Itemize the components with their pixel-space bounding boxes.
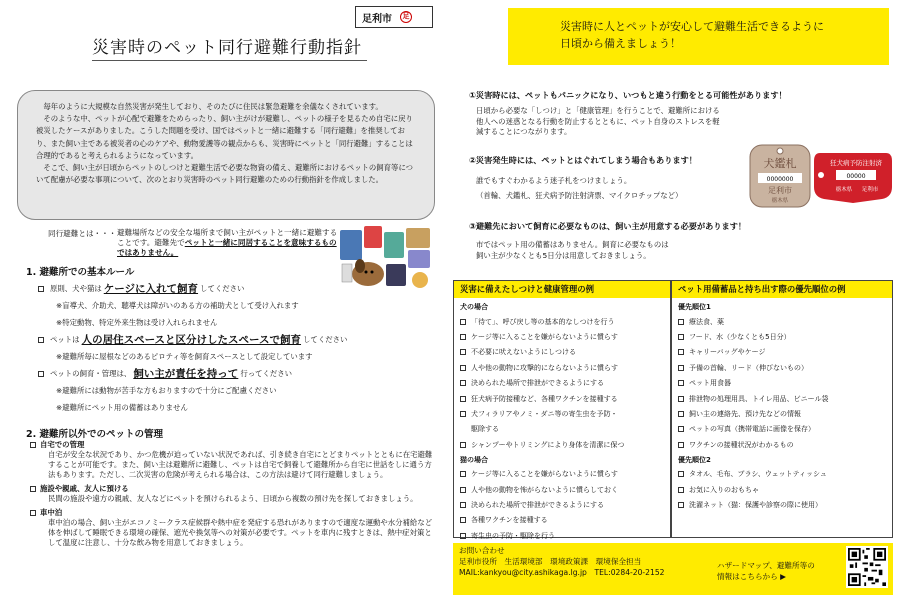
item-text: タオル、毛布、ブラシ、ウェットティッシュ (689, 470, 827, 479)
item-text: フード、水（少なくとも5日分） (689, 333, 791, 342)
list-item (678, 437, 886, 452)
list-item (460, 360, 664, 375)
checkbox-icon (460, 349, 466, 355)
item-text: 決められた場所で排泄ができるようにする (471, 379, 604, 388)
body-line: （首輪、犬鑑札、狂犬病予防注射済票、マイクロチップなど） (476, 191, 683, 200)
tag-city: 足利市 (768, 186, 792, 195)
item-text: 「待て」、呼び戻し等の基本的なしつけを行う (471, 317, 615, 326)
tag-title: 犬鑑札 (763, 157, 797, 170)
point-1-heading: ①災害時には、ペットもパニックになり、いつもと違う行動をとる可能性があります！ (469, 90, 787, 100)
section1-heading: 1. 避難所での基本ルール (26, 267, 135, 278)
item-text: 療法食、薬 (689, 317, 724, 326)
item-text: 犬フィラリアやノミ・ダニ等の寄生虫を予防・ (471, 410, 618, 419)
arrow-right-icon: ▶ (780, 572, 787, 581)
tag-number: 0000000 (766, 176, 794, 183)
intro-paragraph: 毎年のように大規模な自然災害が発生しており、そのたびに住民は緊急避難を余儀なくされています。 (43, 102, 383, 111)
rule-emphasis: ケージに入れて飼育 (103, 283, 199, 295)
list-item (460, 497, 664, 512)
intro-box (17, 90, 435, 220)
intro-paragraph: そのような中、ペットが心配で避難をためらったり、飼い主がけが避難し、ペットの様子を見るため自宅に戻り被災したケースがありました。こうした問題を受け、国ではペットと一緒に避難する「同行避難」を推奨しており、また飼い主である被災者の心のケアや、動物愛護等の観点からも、災害時にペットと「同行避難」することは合理的であると考えられるようになっています。 (36, 114, 413, 160)
checkbox-icon (678, 380, 684, 386)
city-emblem-icon: 足 (400, 11, 412, 23)
checkbox-icon (30, 442, 36, 448)
pet-supplies-panel (671, 280, 893, 538)
basic-rules-list (34, 280, 434, 416)
checkbox-icon (678, 442, 684, 448)
item-text: 排泄物の処理用具、トイレ用品、ビニール袋 (689, 394, 829, 403)
option-title-text: 自宅での管理 (40, 440, 85, 449)
body-line: 誰でもすぐわかるよう迷子札をつけましょう。 (476, 176, 632, 185)
rule-note: ※避難所毎に屋根などのあるピロティ等を飼育スペースとして設定しています (56, 352, 313, 361)
body-line: 減することにつながります。 (476, 127, 572, 136)
option-title-text: 施設や親戚、友人に預ける (40, 484, 129, 493)
list-item (678, 376, 886, 391)
list-item (678, 314, 886, 329)
list-item (678, 391, 886, 406)
item-text: 決められた場所で排泄ができるようにする (471, 500, 604, 509)
tag-number: 00000 (846, 173, 866, 180)
list-item (678, 497, 886, 512)
list-item (460, 528, 664, 543)
item-text: ケージ等に入ることを嫌がらないように慣らす (471, 333, 618, 342)
list-item (460, 391, 664, 406)
item-text: 飼い主の連絡先、預け先などの情報 (689, 410, 801, 419)
banner-line: 災害時に人とペットが安心して避難生活できるように (560, 20, 824, 33)
checkbox-icon (460, 471, 466, 477)
definition-label: 同行避難とは・・・ (48, 229, 117, 238)
panel-header: ペット用備蓄品と持ち出す際の優先順位の例 (672, 281, 892, 298)
list-item (460, 437, 664, 452)
checkbox-icon (678, 349, 684, 355)
section2-heading: 2. 避難所以外でのペットの管理 (26, 429, 164, 440)
checkbox-icon (38, 286, 44, 292)
rule-emphasis: 人の居住スペースと区分けしたスペースで飼育 (81, 334, 302, 346)
rule-note: ※盲導犬、介助犬、聴導犬は障がいのある方の補助犬として受け入れます (56, 301, 299, 310)
item-text: 寄生虫の予防・駆除を行う (471, 531, 555, 540)
rule-note: ※避難所にペット用の備蓄はありません (56, 403, 188, 412)
management-option-title (30, 508, 434, 518)
rule-item (34, 280, 434, 297)
point-3-body (476, 239, 746, 261)
rule-text: してください (200, 284, 245, 293)
management-option-text: 車中泊の場合、飼い主がエコノミークラス症候群や熱中症を発症する恐れがありますので適度な運動や水分補給など体を伸ばして睡眠できる環境の確保、遮光や換気等への対策が必要です。ペットを車内に残すときは、熱中症対策として温度に注意し、十分な飲み物を用意しておきましょう。 (48, 518, 433, 547)
point-2-heading: ②災害発生時には、ペットとはぐれてしまう場合もあります！ (469, 155, 697, 165)
item-text: ペットの写真（携帯電話に画像を保存） (689, 425, 815, 434)
rule-note: ※避難所には動物が苦手な方もおりますので十分にご配慮ください (56, 386, 277, 395)
contact-org: 足利市役所 生活環境部 環境政策課 環境保全担当 (459, 557, 642, 566)
option-title-text: 車中泊 (40, 508, 63, 517)
definition-text (117, 228, 342, 258)
banner-line: 日頃から備えましょう！ (560, 37, 681, 50)
group-title: 猫の場合 (460, 455, 488, 464)
list-item (678, 345, 886, 360)
checkbox-icon (678, 365, 684, 371)
checkbox-icon (460, 319, 466, 325)
rule-item (34, 365, 434, 382)
list-item (460, 406, 664, 421)
checkbox-icon (678, 471, 684, 477)
rule-emphasis: 飼い主が責任を持って (133, 368, 239, 380)
point-3-heading: ③避難先において飼育に必要なものは、飼い主が用意する必要があります！ (469, 221, 747, 231)
checkbox-icon (30, 486, 36, 492)
item-text: キャリーバッグやケージ (689, 348, 766, 357)
checkbox-icon (460, 442, 466, 448)
qr-code-icon[interactable] (846, 546, 888, 588)
panel-header: 災害に備えたしつけと健康管理の例 (454, 281, 670, 298)
item-text: 人や他の動物を怖がらないように慣らしておく (471, 485, 618, 494)
list-item (678, 482, 886, 497)
item-text: 人や他の動物に攻撃的にならないように慣らす (471, 363, 618, 372)
item-text: 予備の首輪、リード（伸びないもの） (689, 363, 808, 372)
rule-text: ペットは (50, 335, 80, 344)
list-item (678, 422, 886, 437)
management-option-text: 自宅が安全な状況であり、かつ危機が迫っていない状況であれば、引き続き自宅にとどまりペットとともに在宅避難することが可能です。また、飼い主は避難所に避難し、ペットは自宅で飼養して避難所から自宅に世話をしに通う方法もあります。ただし、二次災害の危険が考えられる場合は、この方法は避けて同行避難しましょう。 (48, 450, 433, 479)
checkbox-icon (460, 533, 466, 539)
list-item (460, 329, 664, 344)
intro-paragraph: そこで、飼い主が日頃からペットのしつけと避難生活で必要な物資の備え、避難所におけるペットの飼育等について配慮が必要な事項について、次のとおり災害時のペット同行避難のための行動指針を作成しました。 (36, 163, 414, 185)
hazard-map-info (717, 560, 815, 582)
item-text: 駆除する (471, 425, 499, 434)
headline-banner (508, 8, 889, 65)
group-title: 犬の場合 (460, 303, 488, 311)
management-option-text: 民間の施設や遠方の親戚、友人などにペットを預けられるよう、日頃から複数の預け先を探しておきましょう。 (48, 494, 418, 503)
rule-text: してください (303, 335, 348, 344)
point-2-body (476, 173, 746, 203)
page-title: 災害時のペット同行避難行動指針 (92, 38, 362, 58)
list-item (678, 329, 886, 344)
list-item (460, 345, 664, 360)
list-item (460, 314, 664, 329)
checkbox-icon (678, 426, 684, 432)
checkbox-icon (38, 337, 44, 343)
body-line: 他人への迷惑となる行動を防止するとともに、ペット自身のストレスを軽 (476, 116, 720, 126)
checkbox-icon (460, 365, 466, 371)
rule-text: 原則、犬や猫は (50, 284, 102, 293)
checkbox-icon (460, 502, 466, 508)
checkbox-icon (678, 334, 684, 340)
city-name: 足利市 (362, 13, 392, 25)
checkbox-icon (678, 396, 684, 402)
checkbox-icon (678, 319, 684, 325)
tag-city: 足利市 (861, 187, 879, 193)
management-option-title (30, 440, 434, 450)
contact-info (459, 545, 665, 578)
checkbox-icon (678, 411, 684, 417)
list-item (678, 467, 886, 482)
non-shelter-management (30, 440, 434, 552)
title-underline (92, 60, 367, 61)
checkbox-icon (460, 517, 466, 523)
tag-pref: 栃木県 (835, 187, 853, 193)
item-text: 不必要に吠えないようにしつける (471, 348, 576, 357)
checkbox-icon (678, 487, 684, 493)
checkbox-icon (460, 380, 466, 386)
definition-text-plain: 避難場所などの安全な場所まで飼い主がペットと一緒に避難することです。避難先で (117, 228, 338, 247)
checkbox-icon (460, 487, 466, 493)
item-text: ケージ等に入ることを嫌がらないように慣らす (471, 470, 618, 479)
rule-note: ※特定動物、特定外来生物は受け入れられません (56, 318, 218, 327)
hazard-link-text: 情報はこちらから (717, 572, 778, 581)
contact-mail-tel[interactable]: MAIL:kankyou@city.ashikaga.lg.jp TEL:0284-20-2152 (459, 568, 665, 577)
checkbox-icon (30, 510, 36, 516)
item-text: 各種ワクチンを接種する (471, 516, 548, 525)
training-health-panel (453, 280, 671, 538)
item-text: お気に入りのおもちゃ (689, 485, 759, 494)
group-title: 優先順位2 (678, 455, 711, 464)
list-item (460, 376, 664, 391)
item-text: 狂犬病予防接種など、各種ワクチンを接種する (471, 394, 618, 403)
management-option-title (30, 484, 434, 494)
list-item (678, 406, 886, 421)
definition-text-emphasis: ペットと一緒に同居することを意味するものではありません。 (117, 238, 337, 257)
dog-license-tag-icon (748, 143, 812, 209)
body-line: 飼い主が少なくとも5日分は用意しておきましょう。 (476, 251, 651, 260)
list-item (678, 360, 886, 375)
list-item-continuation (460, 422, 664, 437)
checkbox-icon (678, 502, 684, 508)
group-title: 優先順位1 (678, 303, 711, 311)
tag-pref: 栃木県 (771, 198, 789, 204)
list-item (460, 467, 664, 482)
item-text: シャンプーやトリミングにより身体を清潔に保つ (471, 440, 625, 449)
checkbox-icon (38, 371, 44, 377)
body-line: 市ではペット用の備蓄はありません。飼育に必要なものは (476, 240, 669, 249)
point-1-body (476, 106, 751, 138)
item-text: 洗濯ネット（猫：保護や診察の際に使用） (689, 500, 822, 509)
hazard-text-line (717, 571, 815, 582)
rule-text: ペットの飼育・管理は、 (50, 369, 132, 378)
item-text: ワクチンの接種状況がわかるもの (689, 440, 794, 449)
checkbox-icon (460, 334, 466, 340)
rule-item (34, 331, 434, 348)
tag-title: 狂犬病予防注射済 (830, 159, 882, 167)
rabies-vaccination-tag-icon (812, 147, 894, 205)
list-item (460, 482, 664, 497)
checkbox-icon (460, 396, 466, 402)
hazard-text-line: ハザードマップ、避難所等の (717, 561, 815, 570)
city-tag (355, 6, 433, 28)
rule-text: 行ってください (240, 369, 293, 378)
body-line: 日頃から必要な「しつけ」と「健康管理」を行うことで、避難所における (476, 106, 720, 115)
contact-title: お問い合わせ (459, 546, 505, 555)
checkbox-icon (460, 411, 466, 417)
item-text: ペット用食器 (689, 379, 731, 388)
list-item (460, 513, 664, 528)
